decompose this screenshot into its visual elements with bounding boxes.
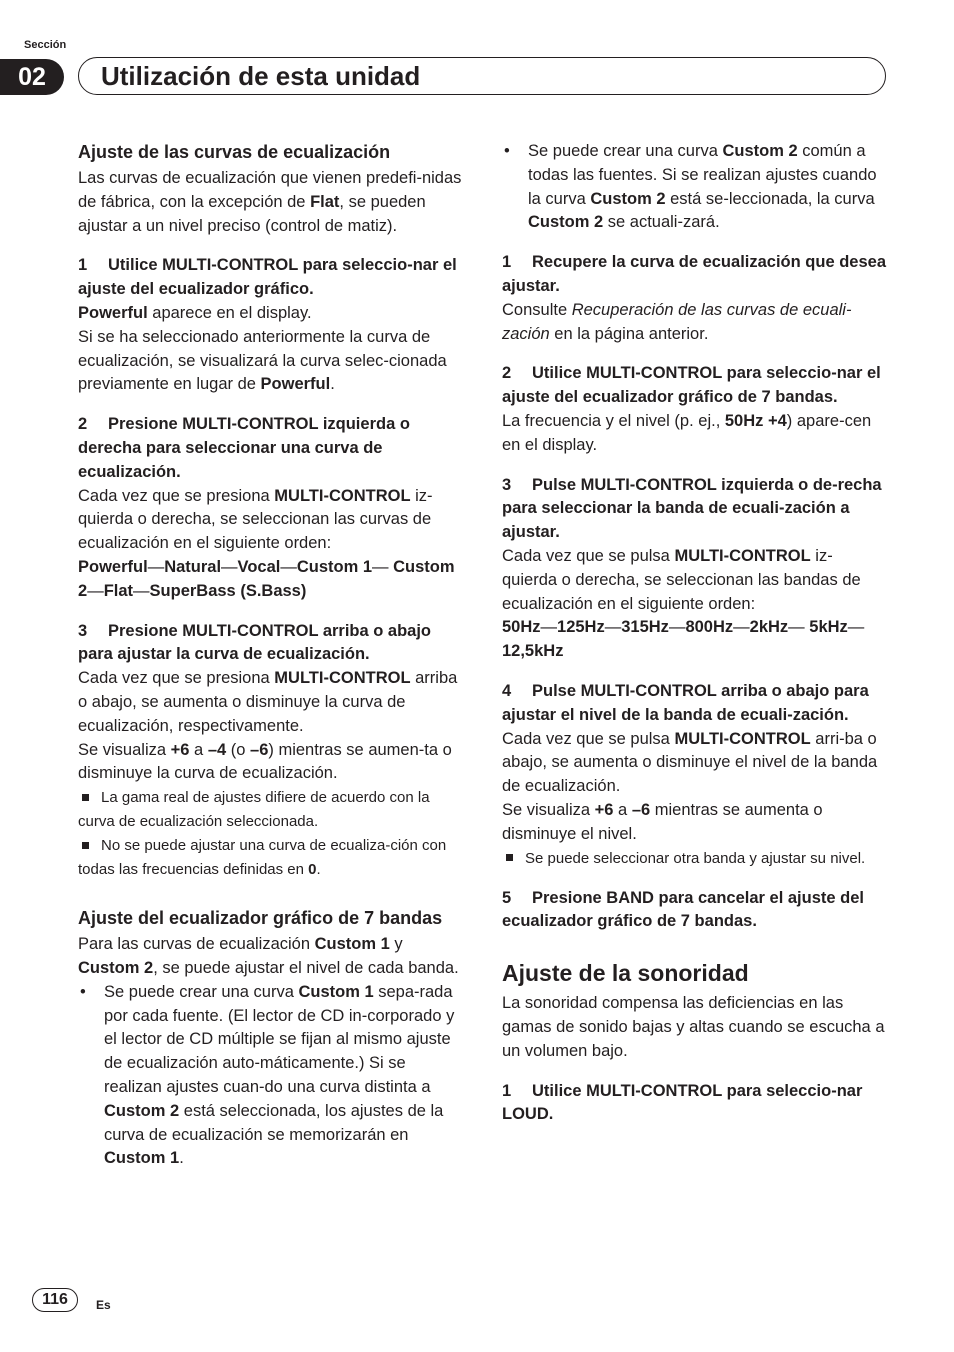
heading-loudness: Ajuste de la sonoridad xyxy=(502,960,749,987)
chapter-title: Utilización de esta unidad xyxy=(101,61,421,91)
eq-curve-sequence: Powerful—Natural—Vocal—Custom 1— Custom 2—Flat—SuperBass (S.Bass) xyxy=(78,557,455,600)
step-r4-text-2: Se visualiza +6 a –6 mientras se aumenta o disminuye el nivel. xyxy=(502,800,823,843)
step-loud-title: 1 Utilice MULTI-CONTROL para seleccio-nar LOUD. xyxy=(502,1081,863,1124)
note-band: Se puede seleccionar otra banda y ajustar su nivel. xyxy=(502,847,886,871)
step-r1-title: 1 Recupere la curva de ecualización que desea ajustar. xyxy=(502,253,886,295)
step-r2-text: La frecuencia y el nivel (p. ej., 50Hz +4) apare-cen en el display. xyxy=(502,411,872,454)
intro-paragraph: Las curvas de ecualización que vienen predefi-nidas de fábrica, con la excepción de Flat, se pueden ajustar a un nivel preciso (control de matiz). xyxy=(78,169,462,235)
note-square-icon xyxy=(82,842,89,849)
section-number-badge: 02 xyxy=(0,59,64,95)
note-square-icon xyxy=(82,794,89,801)
step-2-title: 2 Presione MULTI-CONTROL izquierda o derecha para seleccionar una curva de ecualización. xyxy=(78,415,410,481)
right-column xyxy=(502,140,886,1127)
step-3-text: Cada vez que se presiona MULTI-CONTROL arriba o abajo, se aumenta o disminuye la curva de ecualización, respectivamente. xyxy=(78,669,458,735)
heading-eq-curves: Ajuste de las curvas de ecualización xyxy=(78,142,391,162)
custom-curves-paragraph: Para las curvas de ecualización Custom 1 y Custom 2, se puede ajustar el nivel de cada banda. xyxy=(78,935,459,977)
step-3-text-2: Se visualiza +6 a –4 (o –6) mientras se aumen-ta o disminuye la curva de ecualización. xyxy=(78,740,452,783)
loudness-paragraph: La sonoridad compensa las deficiencias en las gamas de sonido bajas y altas cuando se escucha a un volumen bajo. xyxy=(502,994,885,1060)
step-1-title: 1 Utilice MULTI-CONTROL para seleccio-nar el ajuste del ecualizador gráfico. xyxy=(78,256,457,299)
band-sequence: 50Hz—125Hz—315Hz—800Hz—2kHz— 5kHz—12,5kHz xyxy=(502,618,865,661)
step-r2-title: 2 Utilice MULTI-CONTROL para seleccio-nar el ajuste del ecualizador gráfico de 7 bandas. xyxy=(502,364,881,407)
step-1-text-2: Si se ha seleccionado anteriormente la curva de ecualización, se visualizará la curva selec-cionada previamente en lugar de Powerful. xyxy=(78,327,447,394)
left-column xyxy=(78,140,466,1171)
step-r5-title: 5 Presione BAND para cancelar el ajuste del ecualizador gráfico de 7 bandas. xyxy=(502,888,864,931)
note-2: No se puede ajustar una curva de ecualiza-ción con todas las frecuencias definidas en 0. xyxy=(78,837,447,879)
step-1-text: Powerful aparece en el display. xyxy=(78,303,312,322)
bullet-custom-2: • Se puede crear una curva Custom 2 común a todas las fuentes. Si se realizan ajustes cuando la curva Custom 2 está se-leccionada, la curva Custom 2 se actuali-zará. xyxy=(502,140,886,235)
note-square-icon xyxy=(506,854,513,861)
step-r3-title: 3 Pulse MULTI-CONTROL izquierda o de-recha para seleccionar la banda de ecuali-zación a ajustar. xyxy=(502,475,882,542)
step-2-text: Cada vez que se presiona MULTI-CONTROL iz-quierda o derecha, se seleccionan las curvas de ecualización en el siguiente orden: xyxy=(78,486,433,553)
page-number: 116 xyxy=(32,1288,78,1312)
step-r4-title: 4 Pulse MULTI-CONTROL arriba o abajo para ajustar el nivel de la banda de ecuali-zación. xyxy=(502,681,869,724)
step-r4-text: Cada vez que se pulsa MULTI-CONTROL arri-ba o abajo, se aumenta o disminuye el nivel de la banda de ecualización. xyxy=(502,729,878,796)
step-r3-text: Cada vez que se pulsa MULTI-CONTROL iz-quierda o derecha, se seleccionan las bandas de ecualización en el siguiente orden: xyxy=(502,546,861,613)
section-label: Sección xyxy=(24,39,67,51)
step-3-title: 3 Presione MULTI-CONTROL arriba o abajo para ajustar la curva de ecualización. xyxy=(78,621,432,664)
language-code: Es xyxy=(96,1298,111,1312)
bullet-custom-1: • Se puede crear una curva Custom 1 sepa-rada por cada fuente. (El lector de CD in-corporado y el lector de CD múltiple se fijan al mismo ajuste de ecualización auto-máticamente.) Si se realizan ajustes cuan-do una curva distinta a Custom 2 está seleccionada, los ajustes de la curva de ecualización se memorizarán en Custom 1. xyxy=(78,981,466,1171)
note-1: La gama real de ajustes difiere de acuerdo con la curva de ecualización seleccionada. xyxy=(78,789,430,831)
chapter-title-box xyxy=(78,57,886,95)
step-r1-text: Consulte Recuperación de las curvas de ecuali-zación en la página anterior. xyxy=(502,300,852,343)
heading-7-band-eq: Ajuste del ecualizador gráfico de 7 bandas xyxy=(78,908,443,929)
